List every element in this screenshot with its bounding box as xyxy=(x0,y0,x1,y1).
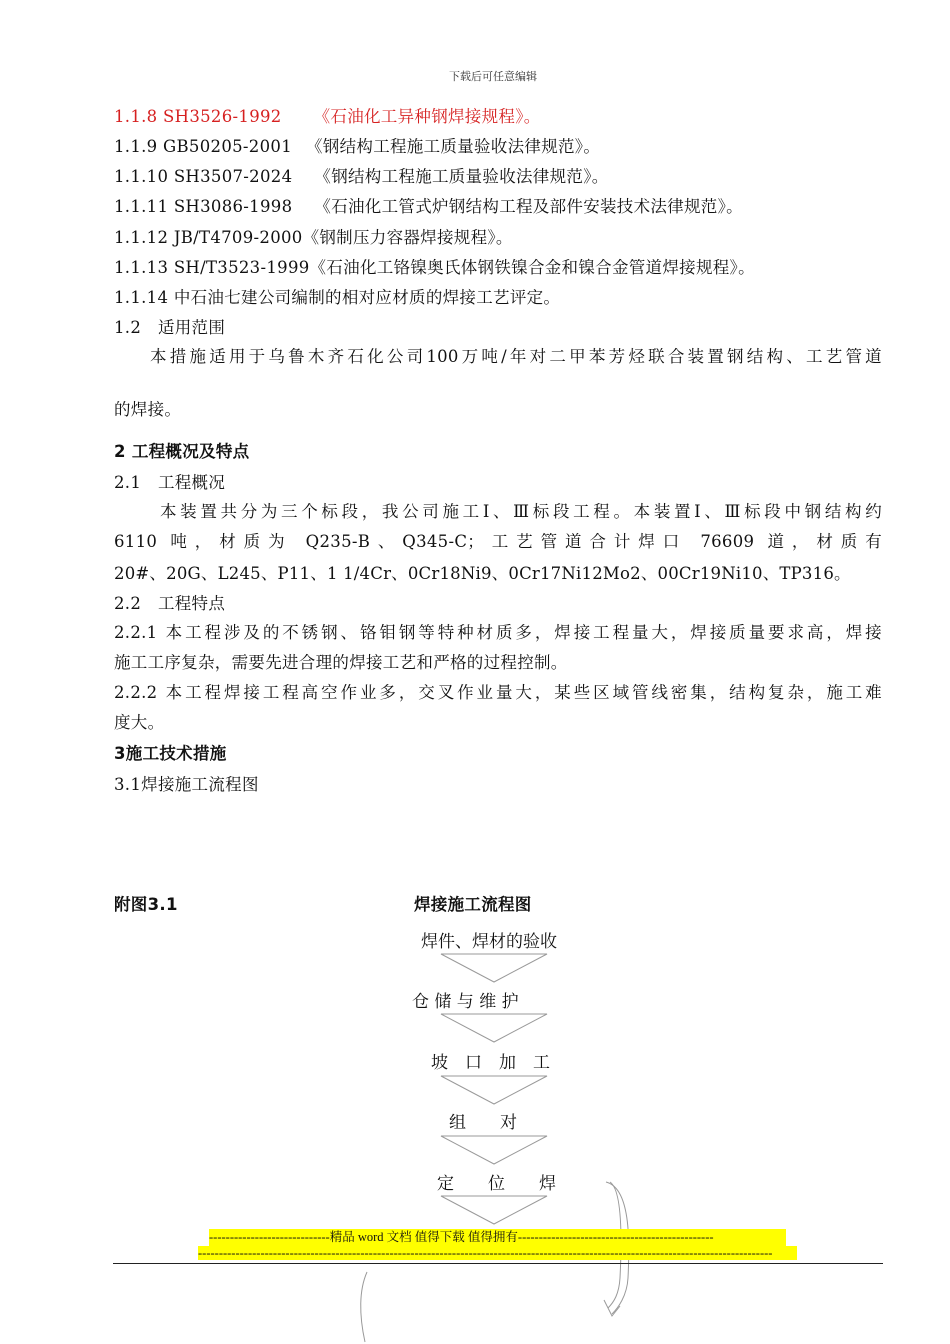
ref-1-1-14: 1.1.14 中石油七建公司编制的相对应材质的焊接工艺评定。 xyxy=(114,288,561,307)
flow-arrow-down-icon xyxy=(439,1134,549,1166)
overview-line3: 20#、20G、L245、P11、1 1/4Cr、0Cr18Ni9、0Cr17Ni12Mo2、00Cr19Ni10、TP316。 xyxy=(114,564,851,583)
section-2-2-heading: 2.2 工程特点 xyxy=(114,594,226,613)
scope-paragraph-line1: 本措施适用于乌鲁木齐石化公司100万吨/年对二甲苯芳烃联合装置钢结构、工艺管道 xyxy=(150,347,882,366)
ref-title: 《钢结构工程施工质量验收法律规范》。 xyxy=(306,137,601,156)
ref-code: SH3507-2024 xyxy=(173,167,293,186)
feature-2-2-2-line1: 2.2.2 本工程焊接工程高空作业多，交叉作业量大，某些区域管线密集，结构复杂，施工难 xyxy=(114,683,882,702)
flow-arrow-down-icon xyxy=(439,952,549,984)
flow-arrow-down-icon xyxy=(439,1194,549,1226)
feature-2-2-2-line2: 度大。 xyxy=(114,713,165,732)
section-3-1-heading: 3.1焊接施工流程图 xyxy=(114,775,259,794)
ref-code: GB50205-2001 xyxy=(163,137,292,156)
ref-1-1-8 xyxy=(114,103,541,127)
ref-number: 1.1.9 xyxy=(114,137,158,156)
scope-paragraph-line2: 的焊接。 xyxy=(114,400,182,419)
ref-1-1-11 xyxy=(114,193,743,217)
ref-number: 1.1.8 xyxy=(114,107,158,126)
flow-step-storage: 仓 储 与 维 护 xyxy=(412,992,519,1012)
figure-title: 焊接施工流程图 xyxy=(414,895,532,914)
feature-2-2-1-line2: 施工工序复杂，需要先进合理的焊接工艺和严格的过程控制。 xyxy=(114,653,568,672)
flow-step-fitup: 组 对 xyxy=(449,1113,517,1133)
footer-banner-line1: -----------------------------精品 word 文档 值得下载 值得拥有----------------------------------------------- xyxy=(209,1229,786,1246)
section-2-heading: 2 工程概况及特点 xyxy=(114,442,250,461)
overview-line2: 6110 吨，材质为 Q235-B、Q345-C；工艺管道合计焊口 76609 道，材质有 xyxy=(114,532,882,551)
overview-line1: 本装置共分为三个标段，我公司施工Ⅰ、Ⅲ标段工程。本装置Ⅰ、Ⅲ标段中钢结构约 xyxy=(160,502,882,521)
ref-title: 《钢结构工程施工质量验收法律规范》。 xyxy=(314,167,609,186)
flow-step-tack-weld: 定 位 焊 xyxy=(437,1174,556,1194)
scope-heading: 1.2 适用范围 xyxy=(114,318,226,337)
flow-arrow-down-icon xyxy=(439,1012,549,1044)
ref-code: SH3086-1998 xyxy=(173,197,293,216)
footer-divider xyxy=(113,1263,883,1264)
flow-step-bevel: 坡 口 加 工 xyxy=(431,1053,550,1073)
ref-title: 《石油化工管式炉钢结构工程及部件安装技术法律规范》。 xyxy=(314,197,743,216)
section-3-heading: 3施工技术措施 xyxy=(114,744,227,763)
ref-1-1-13: 1.1.13 SH/T3523-1999《石油化工铬镍奥氏体钢铁镍合金和镍合金管道焊接规程》。 xyxy=(114,258,755,277)
ref-number: 1.1.10 xyxy=(114,167,169,186)
ref-1-1-10 xyxy=(114,163,609,187)
ref-1-1-9 xyxy=(114,133,600,157)
ref-title: 《石油化工异种钢焊接规程》。 xyxy=(313,107,541,126)
page-header-note: 下载后可任意编辑 xyxy=(449,70,537,83)
flow-arrow-down-icon xyxy=(439,1074,549,1106)
footer-banner-line2: ------------------------------------------------------------------------------------------------------------------------------------------ xyxy=(198,1246,797,1260)
ref-number: 1.1.11 xyxy=(114,197,169,216)
section-2-1-heading: 2.1 工程概况 xyxy=(114,473,226,492)
ref-1-1-12: 1.1.12 JB/T4709-2000《钢制压力容器焊接规程》。 xyxy=(114,228,513,247)
feature-2-2-1-line1: 2.2.1 本工程涉及的不锈钢、铬钼钢等特种材质多，焊接工程量大，焊接质量要求高，焊接 xyxy=(114,623,882,642)
flow-step-inspection: 焊件、焊材的验收 xyxy=(421,932,557,952)
flow-curve-icon xyxy=(355,1270,375,1344)
figure-label: 附图3.1 xyxy=(114,895,178,914)
ref-code: SH3526-1992 xyxy=(163,107,282,126)
